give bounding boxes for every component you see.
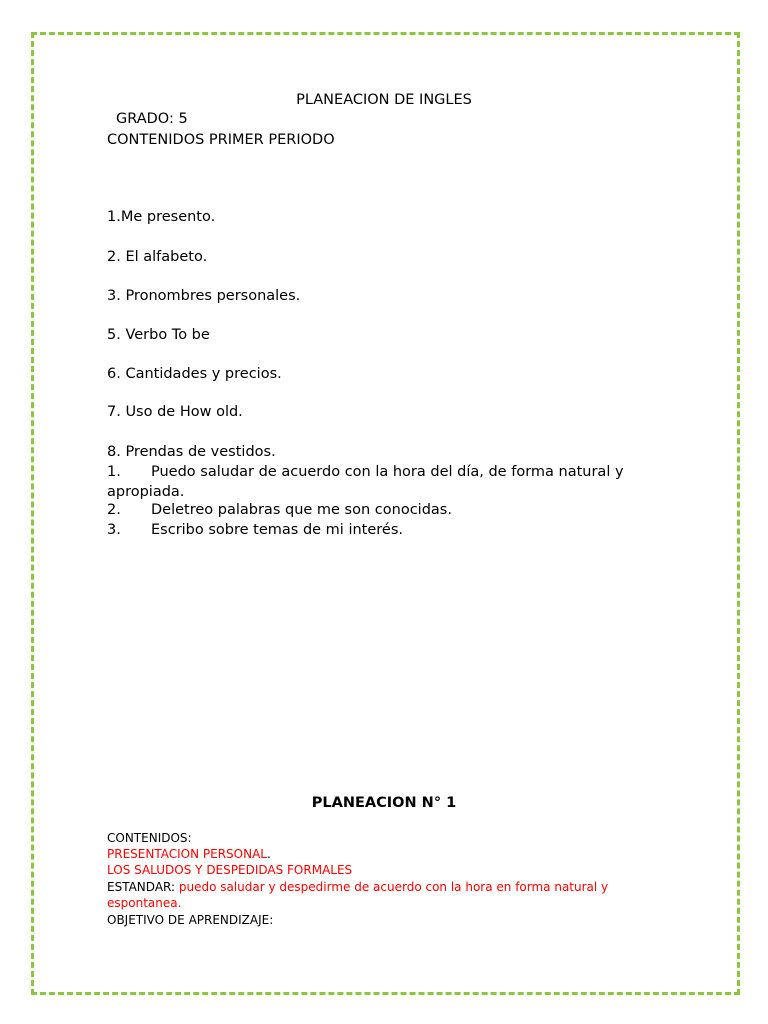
document-title: PLANEACION DE INGLES	[296, 92, 472, 108]
topic-item: 6. Cantidades y precios.	[107, 366, 282, 382]
contents-heading: CONTENIDOS PRIMER PERIODO	[107, 132, 335, 148]
grade-label: GRADO: 5	[116, 111, 188, 127]
standard-item	[107, 463, 624, 481]
content-item: LOS SALUDOS Y DESPEDIDAS FORMALES	[107, 863, 353, 877]
topic-item: 5. Verbo To be	[107, 327, 210, 343]
topic-item: 3. Pronombres personales.	[107, 288, 301, 304]
standard-item	[107, 521, 403, 539]
standard-continuation: apropiada.	[107, 484, 185, 500]
standard-item	[107, 501, 452, 519]
topic-item: 7. Uso de How old.	[107, 404, 243, 420]
content-item	[107, 846, 271, 862]
estandar-line	[107, 879, 608, 895]
standard-number: 1.	[107, 464, 121, 480]
standard-number: 2.	[107, 502, 121, 518]
standard-text: Escribo sobre temas de mi interés.	[151, 522, 403, 538]
planning-heading: PLANEACION N° 1	[311, 795, 457, 811]
topic-item: 1.Me presento.	[107, 209, 216, 225]
standard-text: Deletreo palabras que me son conocidas.	[151, 502, 452, 518]
content-item-punct: .	[266, 847, 271, 861]
topic-item: 2. El alfabeto.	[107, 249, 208, 265]
estandar-continuation: espontanea.	[107, 896, 182, 910]
standard-text: Puedo saludar de acuerdo con la hora del día, de forma natural y	[151, 464, 624, 480]
topic-item: 8. Prendas de vestidos.	[107, 444, 276, 460]
estandar-text: puedo saludar y despedirme de acuerdo con la hora en forma natural y	[178, 880, 609, 894]
content-item-text: PRESENTACION PERSONAL	[107, 847, 267, 861]
standard-number: 3.	[107, 522, 121, 538]
estandar-label: ESTANDAR:	[107, 880, 179, 894]
objetivo-label: OBJETIVO DE APRENDIZAJE:	[107, 913, 274, 927]
contenidos-label: CONTENIDOS:	[107, 831, 192, 845]
